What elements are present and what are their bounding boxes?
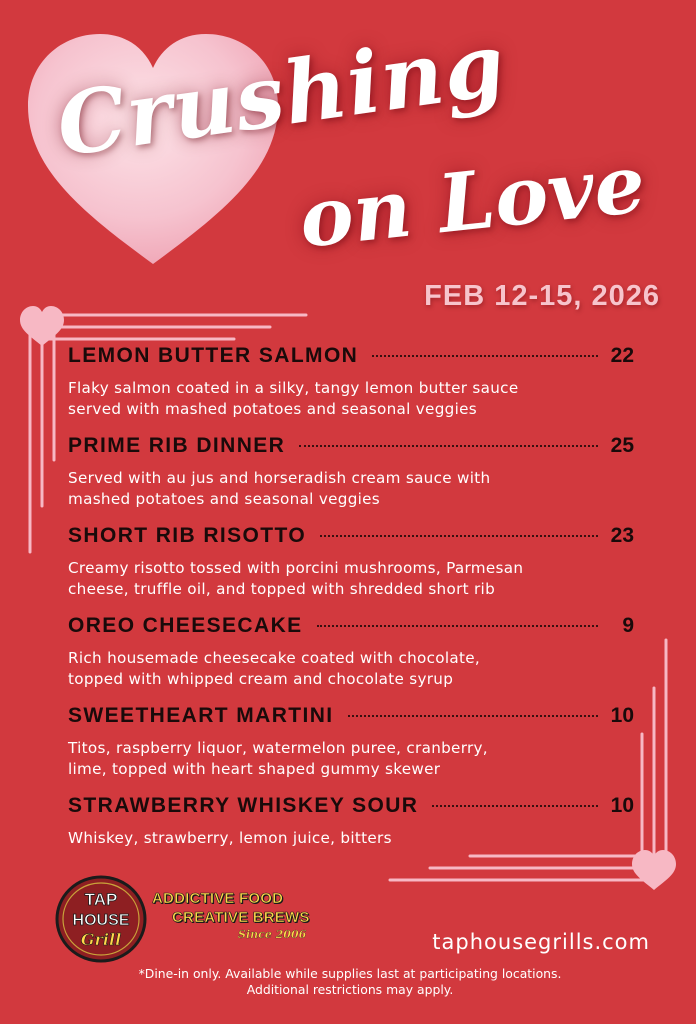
dotted-leader: [432, 805, 598, 807]
title-line-2: on Love: [295, 136, 650, 266]
item-description: Creamy risotto tossed with porcini mushrooms, Parmesan cheese, truffle oil, and topped with shredded short rib: [68, 559, 524, 598]
menu-item: [68, 794, 634, 884]
item-name: STRAWBERRY WHISKEY SOUR: [68, 794, 419, 817]
taphouse-grill-logo: [54, 874, 148, 964]
dotted-leader: [299, 445, 598, 447]
menu-item: [68, 614, 634, 704]
item-name: LEMON BUTTER SALMON: [68, 344, 359, 367]
item-price: 22: [610, 344, 634, 367]
item-name: SWEETHEART MARTINI: [68, 704, 334, 727]
item-price: 9: [622, 614, 634, 637]
dotted-leader: [348, 715, 598, 717]
item-description: Whiskey, strawberry, lemon juice, bitters: [68, 829, 392, 847]
heart-icon: [632, 850, 676, 890]
menu-list: [68, 344, 634, 884]
logo-line-2: HOUSE: [72, 912, 130, 929]
menu-item: [68, 434, 634, 524]
item-price: 23: [610, 524, 634, 547]
menu-item: [68, 524, 634, 614]
tagline-line-2: CREATIVE BREWS: [172, 909, 310, 926]
tagline-line-1: ADDICTIVE FOOD: [152, 890, 284, 907]
title-line-1: Crushing: [50, 13, 512, 177]
menu-item: [68, 704, 634, 794]
tagline-since: Since 2006: [238, 928, 307, 941]
item-description: Rich housemade cheesecake coated with chocolate, topped with whipped cream and chocolate syrup: [68, 649, 481, 688]
item-price: 10: [610, 704, 634, 727]
dotted-leader: [317, 625, 598, 627]
item-description: Served with au jus and horseradish cream sauce with mashed potatoes and seasonal veggies: [68, 469, 491, 508]
logo-line-1: TAP: [84, 890, 118, 909]
website-link[interactable]: taphousegrills.com: [432, 930, 650, 954]
menu-item: [68, 344, 634, 434]
item-price: 25: [610, 434, 634, 457]
item-name: PRIME RIB DINNER: [68, 434, 286, 457]
tagline: [152, 890, 322, 941]
event-dates: FEB 12-15, 2026: [424, 280, 660, 312]
item-price: 10: [610, 794, 634, 817]
item-name: SHORT RIB RISOTTO: [68, 524, 307, 547]
item-description: Flaky salmon coated in a silky, tangy lemon butter sauce served with mashed potatoes and seasonal veggies: [68, 379, 519, 418]
item-description: Titos, raspberry liquor, watermelon puree, cranberry, lime, topped with heart shaped gummy skewer: [68, 739, 488, 778]
item-name: OREO CHEESECAKE: [68, 614, 303, 637]
dotted-leader: [372, 355, 598, 357]
disclaimer: *Dine-in only. Available while supplies last at participating locations. Additional restrictions may apply.: [138, 966, 562, 997]
logo-line-3: Grill: [80, 930, 122, 949]
dotted-leader: [320, 535, 598, 537]
